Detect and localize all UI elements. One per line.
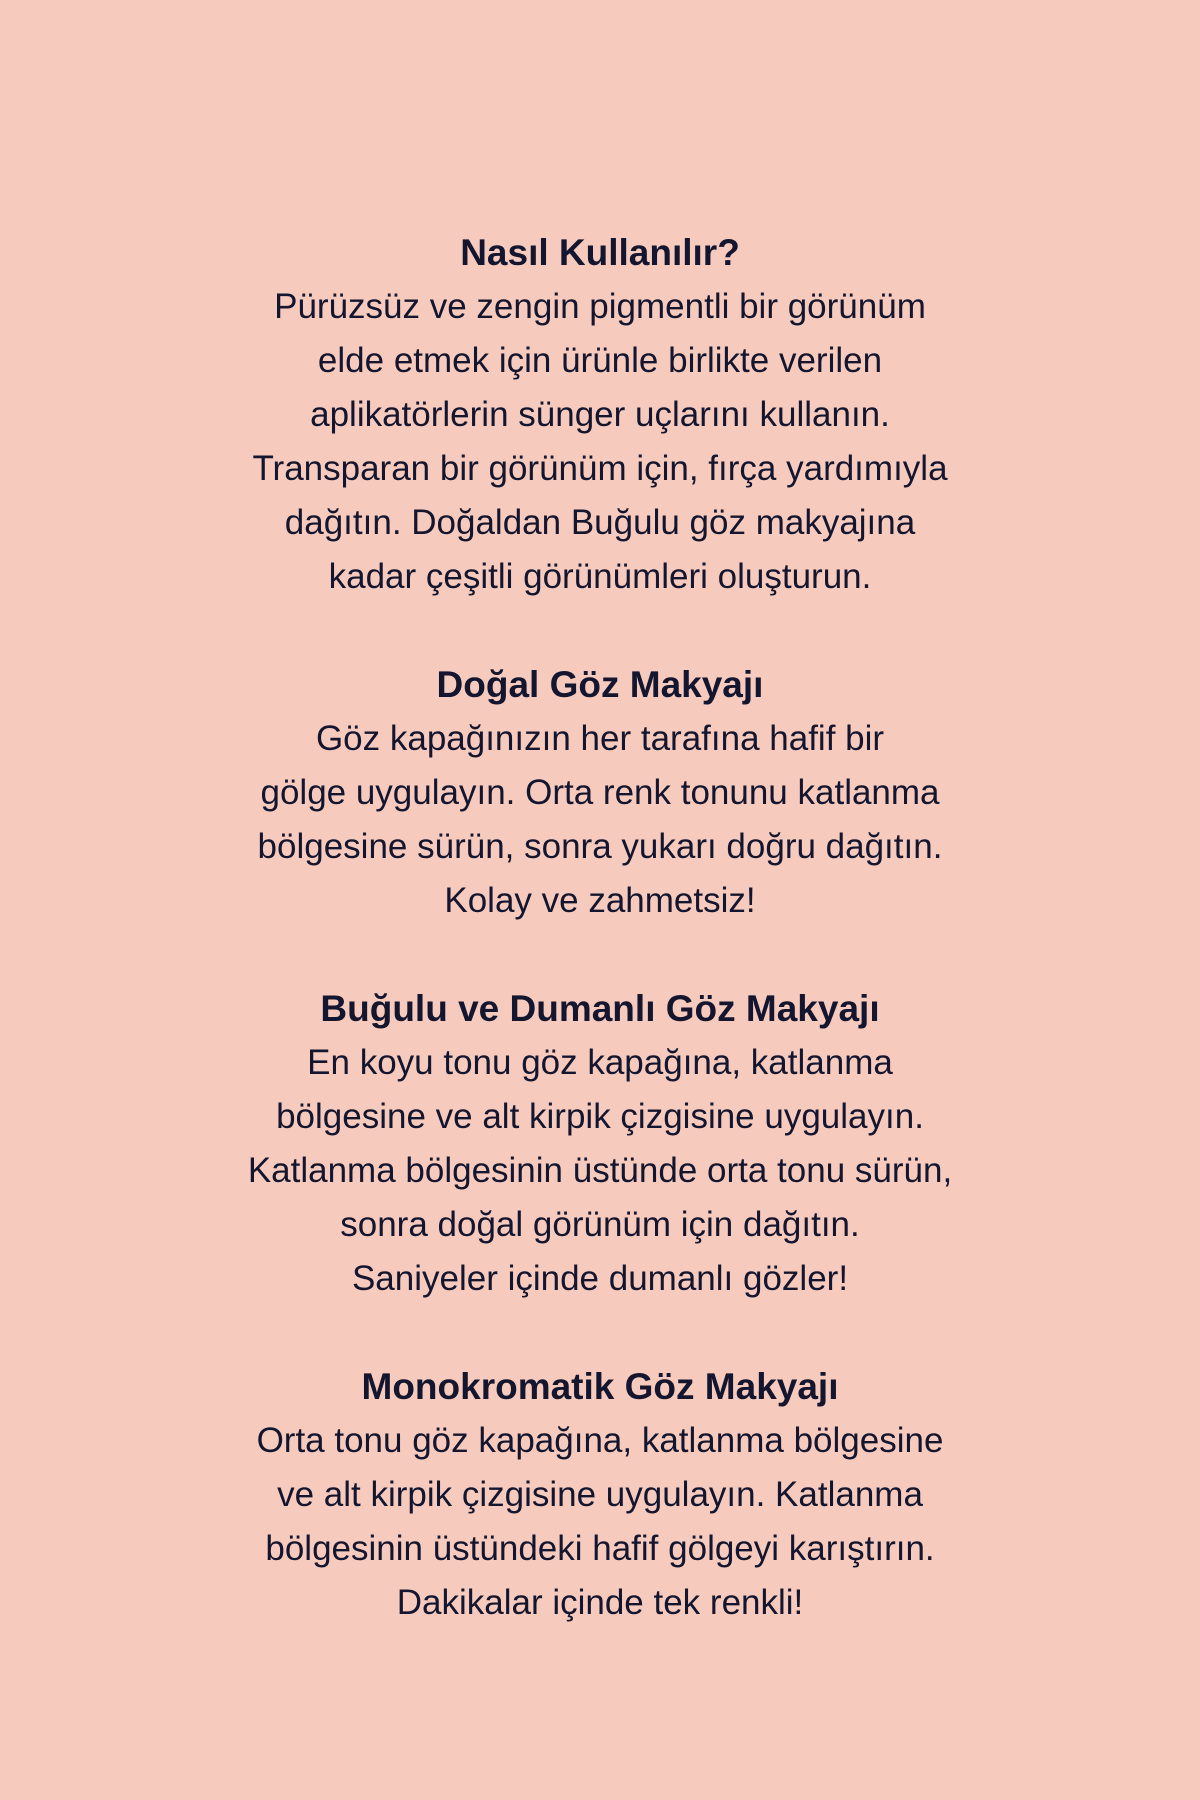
section-how-to-use [0,226,1200,604]
body-line: bölgesine sürün, sonra yukarı doğru dağıtın. [257,827,943,866]
section-smoky-look [0,982,1200,1306]
body-line: elde etmek için ürünle birlikte verilen [317,341,883,380]
body-line: ve alt kirpik çizgisine uygulayın. Katlanma [277,1475,923,1514]
body-line: Katlanma bölgesinin üstünde orta tonu sürün, [247,1151,953,1190]
section-heading: Doğal Göz Makyajı [436,664,764,705]
section-monochromatic-look [0,1360,1200,1630]
body-line: aplikatörlerin sünger uçlarını kullanın. [310,395,890,434]
section-heading: Nasıl Kullanılır? [460,232,740,273]
body-line: Saniyeler içinde dumanlı gözler! [351,1259,849,1298]
instructions-content [0,226,1200,1630]
section-heading: Buğulu ve Dumanlı Göz Makyajı [320,988,880,1029]
body-line: Dakikalar içinde tek renkli! [396,1583,804,1622]
body-line: bölgesinin üstündeki hafif gölgeyi karıştırın. [265,1529,935,1568]
body-line: sonra doğal görünüm için dağıtın. [340,1205,860,1244]
body-line: Orta tonu göz kapağına, katlanma bölgesine [256,1421,944,1460]
body-line: Pürüzsüz ve zengin pigmentli bir görünüm [274,287,926,326]
body-line: dağıtın. Doğaldan Buğulu göz makyajına [284,503,916,542]
body-line: Kolay ve zahmetsiz! [444,881,756,920]
section-natural-look [0,658,1200,928]
body-line: bölgesine ve alt kirpik çizgisine uygulayın. [276,1097,924,1136]
body-line: En koyu tonu göz kapağına, katlanma [307,1043,893,1082]
body-line: gölge uygulayın. Orta renk tonunu katlanma [260,773,940,812]
body-line: Göz kapağınızın her tarafına hafif bir [315,719,885,758]
body-line: kadar çeşitli görünümleri oluşturun. [328,557,872,596]
body-line: Transparan bir görünüm için, fırça yardımıyla [252,449,948,488]
section-heading: Monokromatik Göz Makyajı [361,1366,839,1407]
